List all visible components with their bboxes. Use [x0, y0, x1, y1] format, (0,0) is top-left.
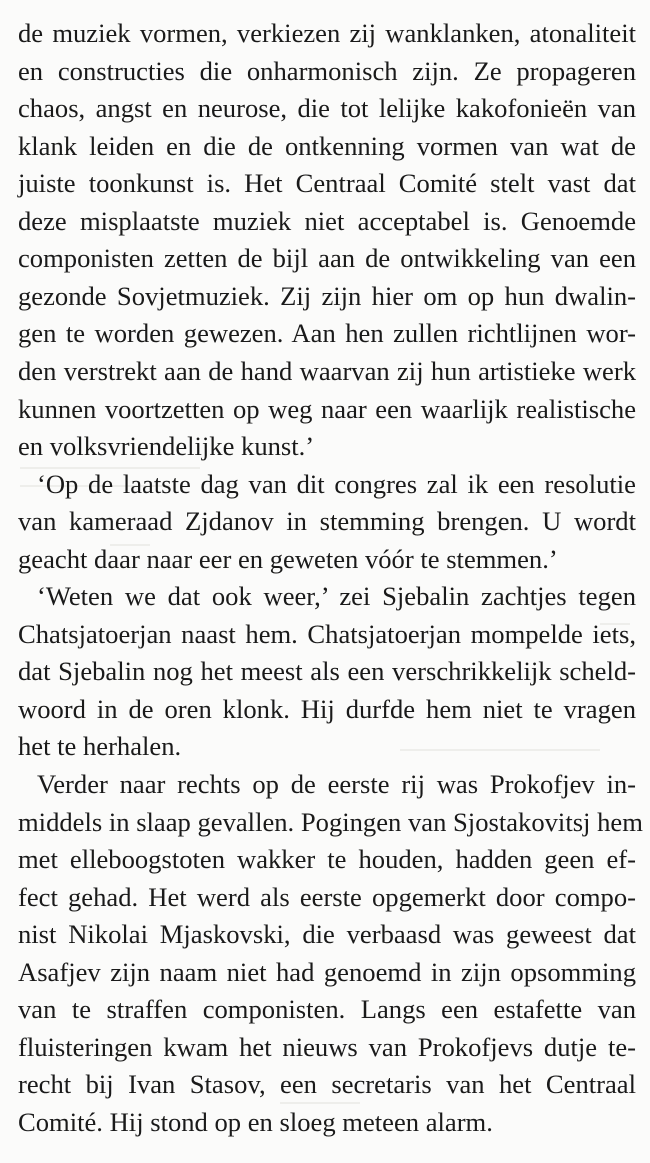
text-line: fect gehad. Het werd als eerste opgemerkt door compo-: [18, 881, 636, 912]
text-line: deze misplaatste muziek niet acceptabel is. Genoemde: [18, 205, 636, 236]
text-line: van kameraad Zjdanov in stemming brengen. U wordt: [18, 506, 636, 537]
text-line: Asafjev zijn naam niet had genoemd in zijn opsomming: [18, 956, 636, 987]
text-line: en volksvriendelijke kunst.’: [18, 431, 315, 462]
text-line: juiste toonkunst is. Het Centraal Comité stelt vast dat: [18, 168, 636, 199]
text-line: ‘Weten we dat ook weer,’ zei Sjebalin zachtjes tegen: [37, 581, 636, 612]
text-line: en constructies die onharmonisch zijn. Ze propageren: [18, 55, 636, 86]
text-line: geacht daar naar eer en geweten vóór te stemmen.’: [18, 543, 558, 574]
text-line: van te straffen componisten. Langs een estafette van: [18, 994, 636, 1025]
text-line: de muziek vormen, verkiezen zij wanklanken, atonaliteit: [18, 18, 636, 48]
text-line: recht bij Ivan Stasov, een secretaris van het Centraal: [18, 1069, 636, 1100]
text-line: nist Nikolai Mjaskovski, die verbaasd was geweest dat: [18, 919, 636, 950]
text-line: Chatsjatoerjan naast hem. Chatsjatoerjan mompelde iets,: [18, 618, 636, 649]
text-line: kunnen voortzetten op weg naar een waarlijk realistische: [18, 393, 636, 424]
text-line: Comité. Hij stond op en sloeg meteen alarm.: [18, 1106, 493, 1137]
text-line: woord in de oren klonk. Hij durfde hem niet te vragen: [18, 693, 636, 724]
text-line: chaos, angst en neurose, die tot lelijke kakofonieën van: [18, 93, 636, 124]
text-line: den verstrekt aan de hand waarvan zij hun artistieke werk: [18, 355, 636, 386]
text-line: fluisteringen kwam het nieuws van Prokofjevs dutje te-: [18, 1031, 636, 1062]
text-line: gen te worden gewezen. Aan hen zullen richtlijnen wor-: [18, 318, 636, 349]
text-line: gezonde Sovjetmuziek. Zij zijn hier om op hun dwalin-: [18, 280, 636, 311]
text-line: dat Sjebalin nog het meest als een verschrikkelijk scheld-: [18, 656, 636, 687]
text-line: Verder naar rechts op de eerste rij was Prokofjev in-: [37, 769, 636, 799]
text-line: met elleboogstoten wakker te houden, hadden geen ef-: [18, 844, 636, 875]
text-line: ‘Op de laatste dag van dit congres zal ik een resolutie: [37, 468, 636, 499]
text-line: klank leiden en die de ontkenning vormen van wat de: [18, 130, 636, 161]
text-line: het te herhalen.: [18, 731, 182, 762]
text-line: componisten zetten de bijl aan de ontwikkeling van een: [18, 243, 636, 274]
text-line: middels in slaap gevallen. Pogingen van Sjostakovitsj hem: [18, 806, 643, 837]
